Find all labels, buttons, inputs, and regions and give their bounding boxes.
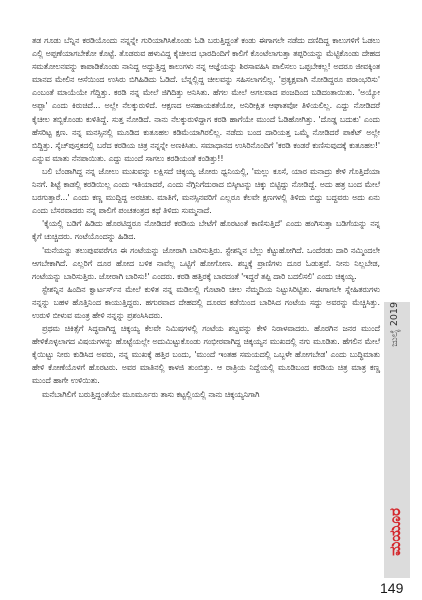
paragraph-3: 'ಕೈಯಲ್ಲಿ ಬಡಿಗೆ ಹಿಡಿದು ಹೊರಟಿದ್ದರೂ ನೋಡಿದರೆ ಕರಡಿಯ ಬೇಟೆಗೆ ಹೊರಟಂತೆ ಕಾಣಿಸುತ್ತಿದೆ' ಎಂದು ಹಂಗಿಸುತ್ತಾ ಬಡಿಗೆಯನ್ನು ನನ್ನ ಕೈಗೆ ಚುಚ್ಚಿದರು. ಗಂಟೆಯೊಂದನ್ನು ಹಿಡಿದ.	[32, 219, 380, 242]
paragraph-4: 'ಮನೆಯನ್ನು ತಲುಪುವವರೆಗೂ ಈ ಗಂಟೆಯನ್ನು ಜೋರಾಗಿ ಬಾರಿಸುತ್ತಿರು. ಸ್ಟೇಶನ್ನಿನ ಬೆಲ್ಲು ಕೆಟ್ಟುಹೋಗಿದೆ. ಒಂದೆರಡು ದಾರಿ ನಮ್ಮಿಂದಲೇ ಆಗಬೇಕಾಗಿದೆ. ಎಲ್ಲರಿಗೆ ದೂರ ಹೋದ ಬಳಿಕ ನಾವೆಲ್ಲ ಒಟ್ಟಿಗೆ ಹೋಗೋಣ. ಶಬ್ದಕ್ಕೆ ಪ್ರಾಣಿಗಳು ದೂರ ಓಡುತ್ತವೆ. ನೀನು ನಿಲ್ಲಬೇಡ, ಗಂಟೆಯನ್ನು ಬಾರಿಸುತ್ತಿರು. ಜೋರಾಗಿ ಬಾರಿಸು!' ಎಂದರು. ಕರಡಿ ಹತ್ತಿರಕ್ಕೆ ಬಾರದಂತೆ 'ಇದ್ದರೆ ತಪ್ಪಿ ದಾರಿ ಬದಲಿಸಲಿ' ಎಂದು ಚಿಕ್ಕಯ್ಯ.	[32, 245, 380, 281]
paragraph-2: ಬಲಿ ಬೆಂಡಾಗಿದ್ದ ನನ್ನ ಜೋಲು ಮುಖವನ್ನು ಲಕ್ಷಿಸದೆ ಚಿಕ್ಕಯ್ಯ ಜೋರು ಧ್ವನಿಯಲ್ಲಿ, 'ಮಲ್ಲು ಕೂಸೆ, ಯಾರ ಮನಾದ್ರು ಕೇಳಿ ಗೊತ್ತಿದೆಯಾ ನಿನಗೆ. ಶಿಟ್ಟೆ ಕಾಡಲ್ಲಿ ಕರಡಿಯಿಲ್ಲ ಎಂದು ಇತಿಯಾದರೆ, ಎಂದು ನೆಗ್ಗಿನಿಗೆದುರಾದ ಬಿಸ್ಕೀಟನ್ನು ಚಿಕ್ಕು ಬಿಟ್ಟಿದ್ದು ನೋಡಿದ್ದೆ. ಅದು ಹತ್ರ ಬಂದ ಮೇಲೆ ಬರಗುತ್ತಾರೆ...' ಎಂದು ಕಣ್ಣ ಮುದ್ದಿದ್ದ ಅರಚಿತು. ಮಾತಿಗೆ, ಮನಸ್ಸಿನವರಿಗೆ ಎಲ್ಲರೂ ಕೆಲವೇ ಕ್ಷಣಗಳಲ್ಲಿ ತಿಳಿದು ಬಿದ್ದು ಬದ್ದವರು ಅದು ಏನು ಎಂದು ಬೆಸರವಾದರು ನನ್ನ ಪಾಲಿಗೆ ಪಂಚತಂತ್ರದ ಕಥೆ ತಿಳಿದು ಸುಮ್ಮನಾದೆ.	[32, 166, 380, 216]
paragraph-7: ಮನೆಬಾಗಿಲಿಗೆ ಬರುತ್ತಿದ್ದಂತೆಯೇ ಮೂರ್ಮೂರು ತಾಸು ಕಟ್ಟಲ್ಲಿಯಲ್ಲಿ ನಾನು ಚಿಕ್ಕಯ್ಯನಿಗಾಗಿ	[42, 389, 260, 399]
paragraph-5: ಸ್ಟೇಶನ್ನಿನ ಹಿಂದಿನ ಕ್ವಾರ್ಟರ್ಸ್‌ನ ಮೇಲೆ ಕುಳಿತ ನನ್ನ ಮಡಿಲಲ್ಲಿ ಗೊಟಾರಿ ಚೀಲ ನೆಮ್ಮದಿಯ ನಿಟ್ಟುಸಿರಿಟ್ಟಿತು. ಈಗಾಗಲೇ ಸ್ನೇಹಿತರುಗಳು ನನ್ನನ್ನು ಬಹಳ ಹೊತ್ತಿನಿಂದ ಕಾಯುತ್ತಿದ್ದರು. ಹಗುರವಾದ ದೇಹದಲ್ಲಿ ದೂರದ ಕಡೆಯಿಂದ ಬಾರಿಸಿದ ಗಂಟೆಯ ಸದ್ದು ಅವರನ್ನು ಮೆಚ್ಚಿಸಿತ್ತು. ಉರುಳಿ ಬೀಳುವ ಮಂತ್ರ ಹೇಳಿ ನನ್ನನ್ನು ಪ್ರಶಂಸಿಸಿದರು.	[32, 284, 380, 320]
magazine-logo: ಮಯೂರ	[386, 508, 404, 556]
article-body	[32, 34, 380, 401]
issue-date: ಜುಲೈ 2019	[389, 302, 400, 347]
paragraph-1: ತಡ ಗೂಡು ಬೆನ್ನಿನ ಕರಡಿಯೊಂದು ನನ್ನನ್ನೇ ಗುರಿಯಾಗಿಸಿಕೊಂಡು ಓಡಿ ಬರುತ್ತಿದ್ದಂತೆ ಕಂಡು ಈಗಾಗಲೇ ನಡೆದು ದಣಿದಿದ್ದ ಕಾಲುಗಳಿಗೆ ಓಡಲು ಎಲ್ಲಿ ಅಪ್ಪಣೆಯಾಗಬೇಕೋ ಕೊಟ್ಟೆ. ತೊಡರುವ ಹಳುವಿದ್ದ ಕೈಚೀಲದ ಭಾರದಿಂದಿಗೆ ಕಾಲಿಗೆ ಕೊಂಟೆಲಾಗುತ್ತಾ ತಪ್ಪರಿಯನ್ನು ಮೆಟ್ಟಿಕೊಂಡು ದೇಹದ ಸಮತೋಲನವನ್ನು ಕಾಪಾಡಿಕೊಂಡು ನಾನಿದ್ದ ಅದ್ದುತ್ತಿದ್ದ ಕಾಲುಗಳು ನನ್ನ ಆಜ್ಞೆಯನ್ನು ಶಿರಸಾವಹಿಸಿ ಪಾಲಿಸಲು ಒಪ್ಪಬೇಕಲ್ಲ! ಅದರೂ ಜೀವಕ್ಕಿಂತ ಮಾನದ ಮೇಲಿನ ಆಸೆಯಿಂದ ಉಸಿರು ಬಿಗಿಹಿಡಿದು ಓಡಿದೆ. ಬೆನ್ನಲ್ಲಿದ್ದ ಚೀಲವನ್ನು ಸಹಿಸಲಾಗಲಿಲ್ಲ. 'ಪ್ರತ್ಯಕ್ಷವಾಗಿ ನೋಡಿದ್ದರೂ ಪರಾಂಭರಿಸು' ಎಂಬಂತೆ ಮಾಯೆಯೇ ಗೆದ್ದಿತ್ತು. ಕರಡಿ ನನ್ನ ಮೇಲೆ ಜಿಗಿದಿತ್ತು ಅನಿಸಿತು. ಹೆಗಲ ಮೇಲೆ ಅಗಲವಾದ ಪಂಜದಿಂದ ಬಡಿದಂತಾಯಿತು. 'ಅಯ್ಯೋ ಅಪ್ಪಾ' ಎಂದು ಕಿರುಚಿದೆ... ಅಲ್ಲೇ ನೆಲಕ್ಕುರುಳಿದೆ. ಆಕ್ಷಣದ ಅಸಹಾಯಕತೆಯೋ, ಅನಿರೀಕ್ಷಿತ ಆಘಾತವೋ ತಿಳಿಯಲಿಲ್ಲ. ಎದ್ದು ನೋಡಿದರೆ ಕೈಚೀಲ ತಬ್ಬಿಕೊಂಡು ಕುಳಿತಿದ್ದೆ. ಸುತ್ತ ನೋಡಿದೆ. ನಾನು ನೆಲಕ್ಕುರುಳಿದ್ದಾಗ ಕರಡಿ ಹಾಗೆಯೇ ಮುಂದೆ ಓಡಿಹೋಗಿತ್ತು. 'ದೊಡ್ಡ ಬದುಕು' ಎಂದು ಹೆಸರಿಟ್ಟ ಕ್ಷಣ. ನನ್ನ ಮನಸ್ಸಿನಲ್ಲಿ ಮೂಡಿದ ಕುತೂಹಲ ಕಡಿಮೆಯಾಗಿರಲಿಲ್ಲ. ನಡೆದು ಬಂದ ದಾರಿಯತ್ತ ಒಮ್ಮೆ ನೋಡಿದರೆ ಪಾಕೆಟ್ ಅಲ್ಲೇ ಬಿದ್ದಿತ್ತು. ಸ್ಕೆಚ್‌ಪುಸ್ತಕದಲ್ಲಿ ಬರೆದ ಕರಡಿಯ ಚಿತ್ರ ನನ್ನನ್ನೇ ಅಣಕಿಸಿತು. ಸಮಾಧಾನದ ಉಸಿರಿನೊಂದಿಗೆ 'ಕರಡಿ ಕಂಡರೆ ಕುಣಿಸುವುದಕ್ಕೆ ಕುತೂಹಲ!' ಎನ್ನುವ ಮಾತು ನೆನಪಾಯಿತು. ಎದ್ದು ಮುಂದೆ ಸಾಗಲು ಕರಡಿಯಂತೆ ಕಂಡಿತ್ತು!!	[32, 36, 380, 163]
paragraph-6: ಪ್ರಥಮ ಚಿಕಿತ್ಸೆಗೆ ಸಿದ್ಧವಾಗಿದ್ದ ಚಿಕ್ಕಯ್ಯ ಕೆಲವೇ ನಿಮಿಷಗಳಲ್ಲಿ ಗಂಟೆಯ ಶಬ್ದವನ್ನು ಕೇಳಿ ನಿರಾಳವಾದರು. ಹೊರಗಿನ ಜನರ ಮುಂದೆ ಹೇಳಿಕೊಳ್ಳಲಾಗದ ವಿಷಯಗಳನ್ನು ಹೊಟ್ಟೆಯಲ್ಲೇ ಅದುಮಿಟ್ಟುಕೊಂಡು ಗಂಭೀರವಾಗಿದ್ದ ಚಿಕ್ಕಯ್ಯನ ಮುಖದಲ್ಲಿ ನಗು ಮೂಡಿತು. ಹೆಗಲಿನ ಮೇಲೆ ಕೈಯಿಟ್ಟು ನೀರು ಕುಡಿಸಿದ ಅವರು, ನನ್ನ ಮುಖಕ್ಕೆ ಹತ್ತಿರ ಬಂದು, 'ಮುಂದೆ ಇಂತಹ ಸಮಯದಲ್ಲಿ ಒಬ್ಬಳೇ ಹೋಗಬೇಡ' ಎಂದು ಬುದ್ಧಿಮಾತು ಹೇಳಿ ಕೋಣೆಯೊಳಗೆ ಹೊರಟರು. ಅವರ ಮಾತಿನಲ್ಲಿ ಕಾಳಜಿ ತುಂಬಿತ್ತು. ಆ ರಾತ್ರಿಯ ನಿದ್ದೆಯಲ್ಲಿ ಮೂಡಿಬಂದ ಕರಡಿಯ ಚಿತ್ರ ಮಾತ್ರ ಕಣ್ಣ ಮುಂದೆ ಹಾಗೇ ಉಳಿಯಿತು.	[32, 324, 380, 386]
page-number: 149	[380, 580, 404, 596]
